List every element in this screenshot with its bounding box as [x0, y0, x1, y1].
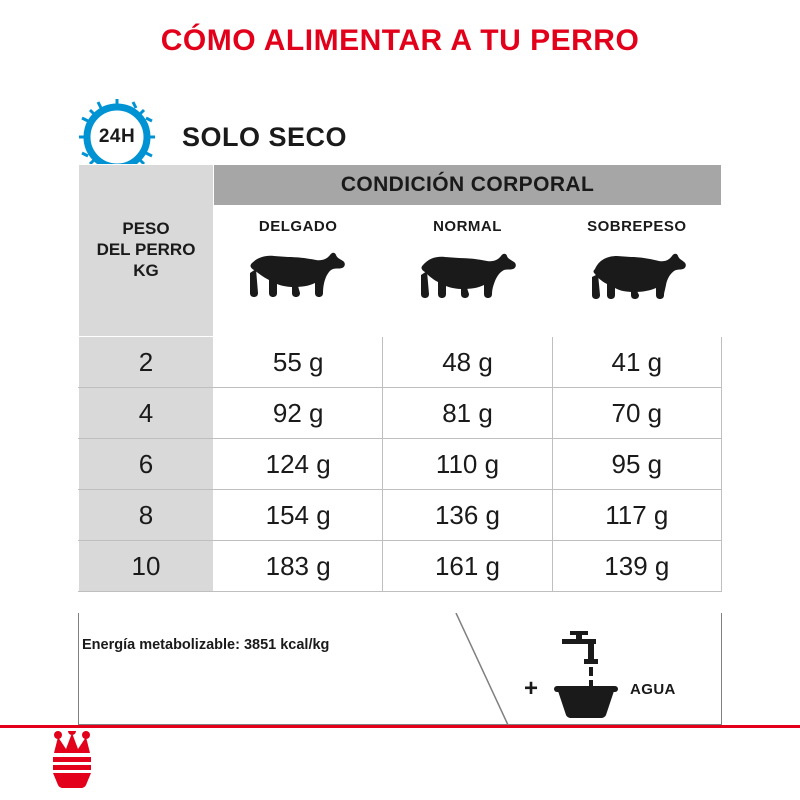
dog-thin-icon [214, 241, 382, 305]
table-row [79, 337, 722, 388]
amount-overweight: 70 g [552, 388, 721, 439]
amount-thin: 154 g [214, 490, 383, 541]
amount-normal: 81 g [383, 388, 552, 439]
badge-label: 24H [98, 126, 136, 147]
amount-thin: 55 g [214, 337, 383, 388]
water-group [524, 631, 676, 724]
table-row [79, 541, 722, 592]
amount-overweight: 41 g [552, 337, 721, 388]
table-row [79, 490, 722, 541]
amount-overweight: 117 g [552, 490, 721, 541]
amount-normal: 48 g [383, 337, 552, 388]
metabolizable-energy-text: Energía metabolizable: 3851 kcal/kg [82, 637, 330, 653]
royal-canin-crown-logo [48, 731, 126, 794]
amount-thin: 183 g [214, 541, 383, 592]
amount-overweight: 95 g [552, 439, 721, 490]
weight-value: 4 [79, 388, 214, 439]
column-header-normal [383, 206, 552, 337]
table-row [79, 388, 722, 439]
column-label-thin: DELGADO [258, 218, 338, 235]
column-header-thin [214, 206, 383, 337]
column-label-overweight: SOBREPESO [587, 218, 687, 235]
table-row [79, 439, 722, 490]
plus-sign: + [524, 674, 539, 702]
body-condition-header: CONDICIÓN CORPORAL [214, 165, 722, 206]
weight-value: 2 [79, 337, 214, 388]
weight-header-line-1: PESO [122, 219, 170, 239]
feeding-mode-title: SOLO SECO [182, 121, 348, 152]
amount-thin: 124 g [214, 439, 383, 490]
column-label-normal: NORMAL [433, 218, 502, 235]
amount-thin: 92 g [214, 388, 383, 439]
dog-normal-icon [383, 241, 551, 305]
table-group-header-row [79, 165, 722, 206]
amount-normal: 161 g [383, 541, 552, 592]
feeding-table [78, 164, 722, 592]
dog-overweight-icon [553, 241, 721, 305]
brand-bar [0, 725, 800, 800]
water-bowl-tap-icon [544, 631, 620, 724]
water-label: AGUA [630, 681, 676, 698]
page-title: CÓMO ALIMENTAR A TU PERRO [160, 24, 640, 57]
column-header-overweight [552, 206, 721, 337]
feeding-table-wrap [78, 164, 722, 592]
amount-normal: 136 g [383, 490, 552, 541]
weight-value: 10 [79, 541, 214, 592]
weight-value: 6 [79, 439, 214, 490]
weight-header-line-3: KG [133, 260, 159, 280]
weight-header-line-2: DEL PERRO [96, 240, 196, 260]
amount-overweight: 139 g [552, 541, 721, 592]
amount-normal: 110 g [383, 439, 552, 490]
weight-header-cell [79, 165, 214, 337]
footer-area [78, 613, 722, 725]
weight-value: 8 [79, 490, 214, 541]
